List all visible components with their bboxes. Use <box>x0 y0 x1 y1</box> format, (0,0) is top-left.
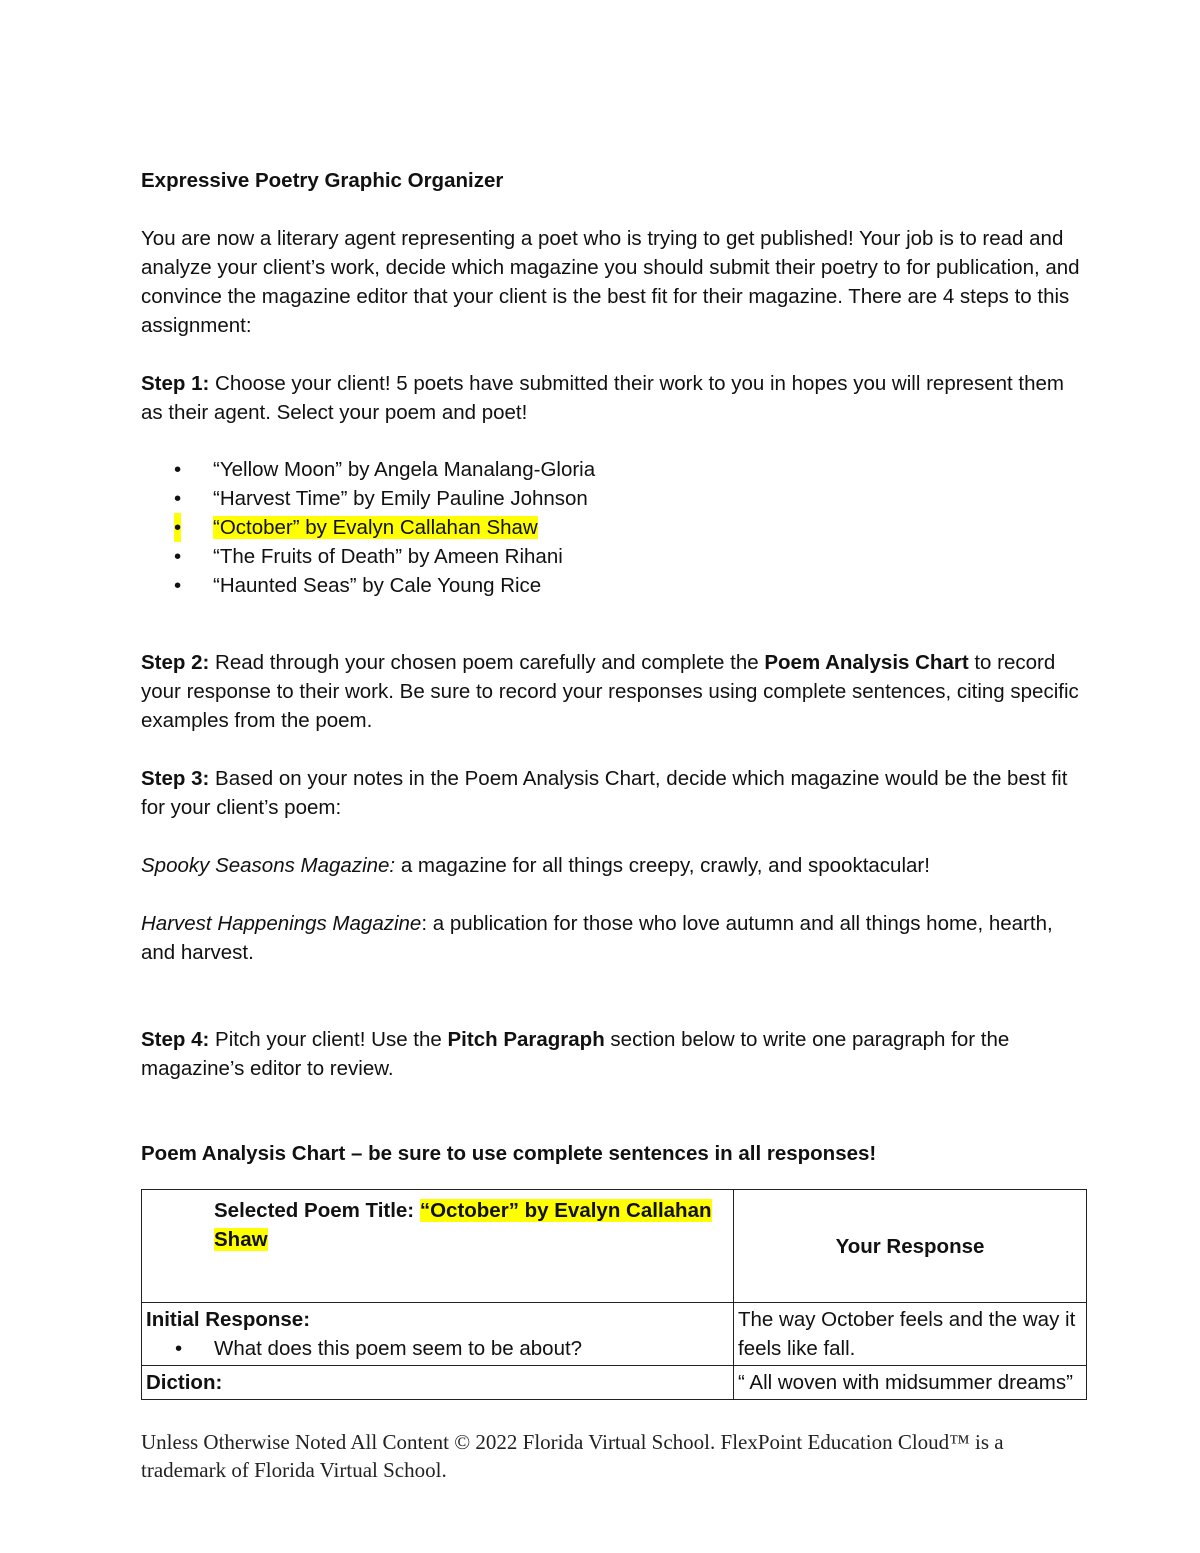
list-item <box>141 484 1091 513</box>
poem-option: “Haunted Seas” by Cale Young Rice <box>213 574 542 597</box>
intro-paragraph: You are now a literary agent representing a poet who is trying to get published! Your job is to read and analyze your client’s work, decide which magazine you should submit their poetry to for publication, and convince the magazine editor that your client is the best fit for their magazine. There are 4 steps to this assignment: <box>141 227 1080 337</box>
row-label-cell <box>142 1303 734 1366</box>
poem-list <box>141 455 1091 600</box>
bullet-icon: • <box>174 458 182 481</box>
document-title: Expressive Poetry Graphic Organizer <box>141 169 504 192</box>
step-2-label: Step 2: <box>141 651 210 674</box>
question-text: What does this poem seem to be about? <box>214 1337 583 1360</box>
step-3-paragraph <box>141 764 1091 822</box>
step-4-text: Pitch your client! Use the <box>209 1028 448 1051</box>
magazine-description: : a publication for those who love autumn and all things home, hearth, and harvest. <box>141 912 1053 964</box>
row-label-cell <box>142 1366 734 1400</box>
step-4-paragraph <box>141 1025 1091 1083</box>
list-item <box>141 571 1091 600</box>
poem-option: “Harvest Time” by Emily Pauline Johnson <box>213 487 588 510</box>
poem-option-highlighted: “October” by Evalyn Callahan Shaw <box>213 516 538 539</box>
poem-analysis-chart <box>141 1189 1087 1400</box>
magazine-name: Spooky Seasons Magazine: <box>141 854 396 877</box>
table-header-row <box>142 1190 1087 1303</box>
poem-option: “Yellow Moon” by Angela Manalang-Gloria <box>213 458 596 481</box>
document-body <box>141 166 1091 1168</box>
bullet-icon: • <box>174 487 182 510</box>
row-label: Diction: <box>146 1371 223 1394</box>
list-item-selected <box>141 513 1091 542</box>
poem-option: “The Fruits of Death” by Ameen Rihani <box>213 545 563 568</box>
response-cell[interactable]: The way October feels and the way it feels like fall. <box>734 1303 1087 1366</box>
list-item <box>141 455 1091 484</box>
step-1-text: Choose your client! 5 poets have submitted their work to you in hopes you will represent them as their agent. Select your poem and poet! <box>141 372 1064 424</box>
step-2-bold: Poem Analysis Chart <box>764 651 969 674</box>
row-label: Initial Response: <box>146 1308 311 1331</box>
table-row <box>142 1303 1087 1366</box>
bullet-icon: • <box>175 1337 183 1360</box>
step-3-text: Based on your notes in the Poem Analysis Chart, decide which magazine would be the best fit for your client’s poem: <box>141 767 1068 819</box>
step-2-text-continued: to record your response to their work. Be sure to record your responses using complete sentences, citing specific examples from the poem. <box>141 651 1079 732</box>
step-1-label: Step 1: <box>141 372 210 395</box>
magazine-description: a magazine for all things creepy, crawly, and spooktacular! <box>395 854 930 877</box>
step-3-label: Step 3: <box>141 767 210 790</box>
response-cell[interactable]: “ All woven with midsummer dreams” <box>734 1366 1087 1400</box>
magazine-option-2 <box>141 909 1091 967</box>
selected-poem-cell <box>142 1190 734 1303</box>
selected-poem-value: “October” by Evalyn Callahan Shaw <box>214 1199 712 1251</box>
step-4-bold: Pitch Paragraph <box>447 1028 605 1051</box>
step-4-text-continued: section below to write one paragraph for the magazine’s editor to review. <box>141 1028 1010 1080</box>
response-header: Your Response <box>734 1190 1087 1303</box>
magazine-option-1 <box>141 851 1091 880</box>
copyright-footer: Unless Otherwise Noted All Content © 2022 Florida Virtual School. FlexPoint Education Cloud™ is a trademark of Florida Virtual School. <box>141 1430 1004 1482</box>
chart-heading: Poem Analysis Chart – be sure to use complete sentences in all responses! <box>141 1142 877 1165</box>
magazine-name: Harvest Happenings Magazine <box>141 912 422 935</box>
bullet-icon: • <box>174 574 182 597</box>
step-2-text: Read through your chosen poem carefully and complete the <box>209 651 765 674</box>
row-question <box>146 1334 729 1363</box>
bullet-icon: • <box>174 545 182 568</box>
bullet-icon: • <box>174 513 181 542</box>
selected-poem-label: Selected Poem Title: <box>214 1199 420 1222</box>
step-4-label: Step 4: <box>141 1028 210 1051</box>
step-2-paragraph <box>141 648 1091 735</box>
list-item <box>141 542 1091 571</box>
step-1-paragraph <box>141 369 1091 427</box>
table-row <box>142 1366 1087 1400</box>
